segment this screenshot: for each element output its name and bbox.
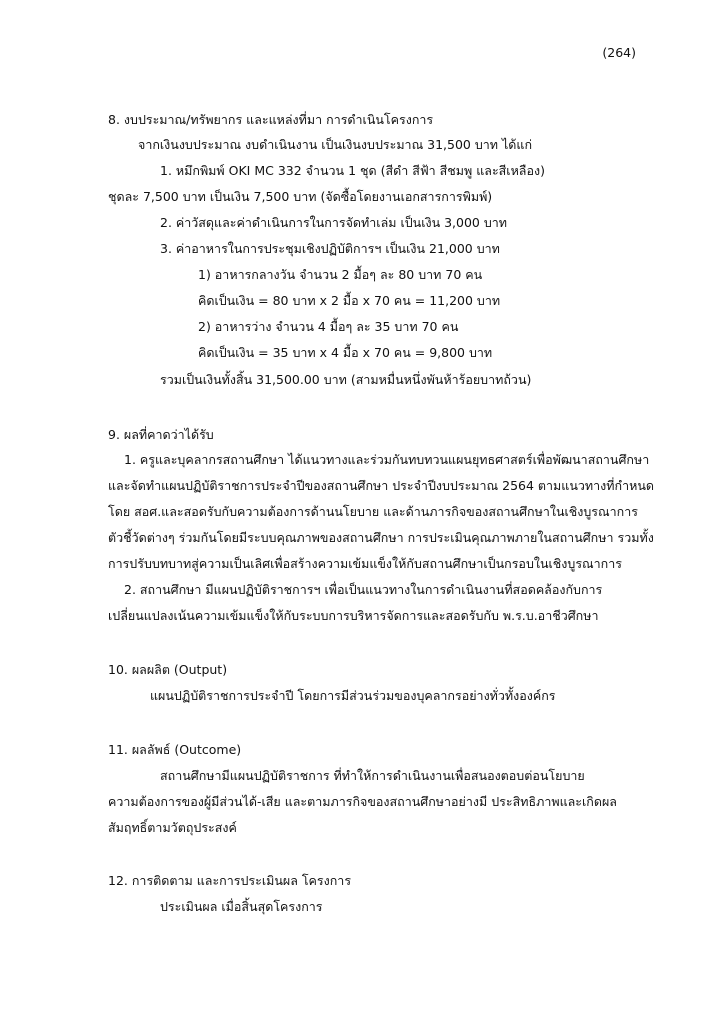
section-11-heading: 11. ผลลัพธ์ (Outcome) <box>108 742 242 757</box>
budget-item-2: 2. ค่าวัสดุและค่าดำเนินการในการจัดทำเล่ม เป็นเงิน 3,000 บาท <box>160 215 508 230</box>
section-12-heading: 12. การติดตาม และการประเมินผล โครงการ <box>108 873 352 888</box>
budget-total: รวมเป็นเงินทั้งสิ้น 31,500.00 บาท (สามหมื่นหนึ่งพันห้าร้อยบาทถ้วน) <box>160 372 532 387</box>
expected-result-1-line-2: และจัดทำแผนปฏิบัติราชการประจำปีของสถานศึกษา ประจำปีงบประมาณ 2564 ตามแนวทางที่กำหนด <box>108 478 654 493</box>
page-number: (264) <box>602 45 636 60</box>
section-8-heading: 8. งบประมาณ/ทรัพยากร และแหล่งที่มา การดำเนินโครงการ <box>108 112 434 127</box>
budget-item-1-line-2: ชุดละ 7,500 บาท เป็นเงิน 7,500 บาท (จัดซื้อโดยงานเอกสารการพิมพ์) <box>108 189 493 204</box>
expected-result-1-line-3: โดย สอศ.และสอดรับกับความต้องการด้านนโยบาย และด้านภารกิจของสถานศึกษาในเชิงบูรณาการ <box>108 504 638 519</box>
budget-item-3-sub-1: 1) อาหารกลางวัน จำนวน 2 มื้อๆ ละ 80 บาท 70 คน <box>198 267 483 282</box>
budget-item-3-sub-2: 2) อาหารว่าง จำนวน 4 มื้อๆ ละ 35 บาท 70 คน <box>198 319 459 334</box>
section-9-heading: 9. ผลที่คาดว่าได้รับ <box>108 427 214 442</box>
budget-item-3-sub-1-calc: คิดเป็นเงิน = 80 บาท x 2 มื้อ x 70 คน = 11,200 บาท <box>198 293 501 308</box>
outcome-line-3: สัมฤทธิ์ตามวัตถุประสงค์ <box>108 820 237 835</box>
outcome-line-2: ความต้องการของผู้มีส่วนได้-เสีย และตามภารกิจของสถานศึกษาอย่างมี ประสิทธิภาพและเกิดผล <box>108 794 617 809</box>
expected-result-2-line-2: เปลี่ยนแปลงเน้นความเข้มแข็งให้กับระบบการบริหารจัดการและสอดรับกับ พ.ร.บ.อาชีวศึกษา <box>108 608 599 623</box>
budget-item-3: 3. ค่าอาหารในการประชุมเชิงปฏิบัติการฯ เป็นเงิน 21,000 บาท <box>160 241 500 256</box>
section-10-body: แผนปฏิบัติราชการประจำปี โดยการมีส่วนร่วมของบุคลากรอย่างทั่วทั้งองค์กร <box>150 688 556 703</box>
outcome-line-1: สถานศึกษามีแผนปฏิบัติราชการ ที่ทำให้การดำเนินงานเพื่อสนองตอบต่อนโยบาย <box>160 768 585 783</box>
expected-result-1-line-4: ตัวชี้วัดต่างๆ ร่วมกันโดยมีระบบคุณภาพของสถานศึกษา การประเมินคุณภาพภายในสถานศึกษา รวมทั้ง <box>108 530 654 545</box>
expected-result-1-line-1: 1. ครูและบุคลากรสถานศึกษา ได้แนวทางและร่วมกันทบทวนแผนยุทธศาสตร์เพื่อพัฒนาสถานศึกษา <box>124 452 650 467</box>
section-10-heading: 10. ผลผลิต (Output) <box>108 662 228 677</box>
section-12-body: ประเมินผล เมื่อสิ้นสุดโครงการ <box>160 899 323 914</box>
expected-result-2-line-1: 2. สถานศึกษา มีแผนปฏิบัติราชการฯ เพื่อเป็นแนวทางในการดำเนินงานที่สอดคล้องกับการ <box>124 582 603 597</box>
section-8-intro: จากเงินงบประมาณ งบดำเนินงาน เป็นเงินงบประมาณ 31,500 บาท ได้แก่ <box>138 137 533 152</box>
expected-result-1-line-5: การปรับบทบาทสู่ความเป็นเลิศเพื่อสร้างความเข้มแข็งให้กับสถานศึกษาเป็นกรอบในเชิงบูรณาการ <box>108 556 622 571</box>
budget-item-3-sub-2-calc: คิดเป็นเงิน = 35 บาท x 4 มื้อ x 70 คน = 9,800 บาท <box>198 345 493 360</box>
budget-item-1-line-1: 1. หมึกพิมพ์ OKI MC 332 จำนวน 1 ชุด (สีดำ สีฟ้า สีชมพู และสีเหลือง) <box>160 163 545 178</box>
